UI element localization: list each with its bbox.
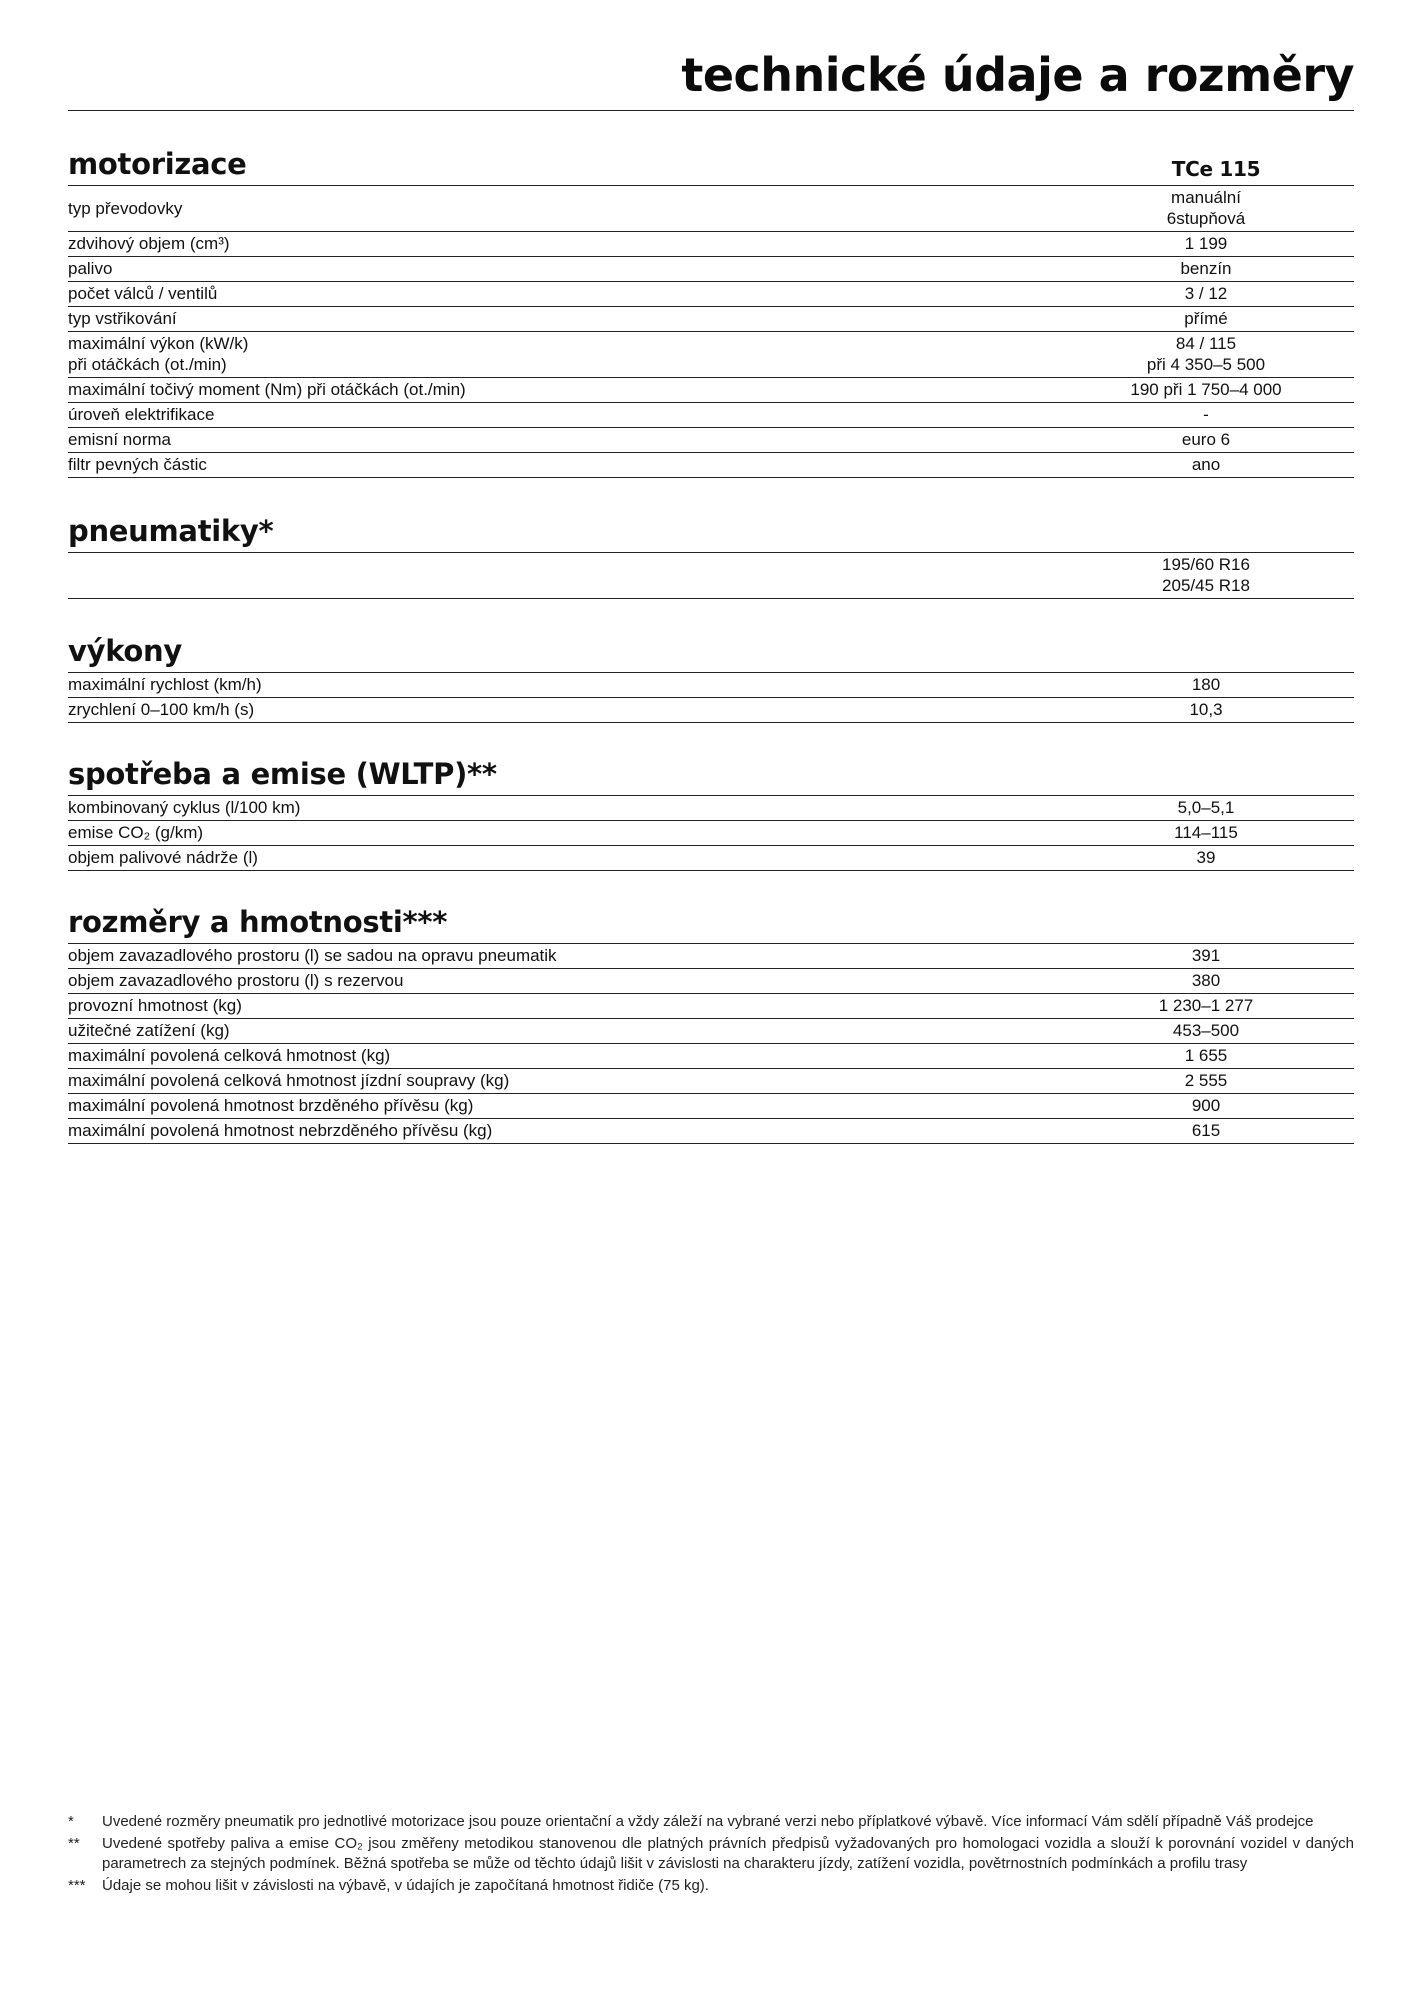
table-row [68,1119,1354,1144]
row-value [1086,429,1326,450]
row-label [68,258,1086,279]
row-label [68,797,1086,818]
row-label [68,379,1086,400]
row-label [68,565,1086,586]
label-line: palivo [68,259,113,278]
section-header [68,632,1354,672]
label-line: typ vstřikování [68,309,177,328]
value-line: 391 [1191,946,1221,965]
value-line: 190 při 1 750–4 000 [1130,380,1282,399]
title-divider [68,110,1354,111]
label-line: maximální rychlost (km/h) [68,675,262,694]
table-row [68,307,1354,332]
row-value [1086,283,1326,304]
table-row [68,796,1354,821]
value-line: 453–500 [1172,1021,1240,1040]
footnote [68,1812,1354,1832]
section-title: výkony [68,634,182,668]
value-line: 2 555 [1184,1071,1228,1090]
spec-table [68,796,1354,871]
row-label [68,454,1086,475]
label-line: kombinovaný cyklus (l/100 km) [68,798,301,817]
row-value [1086,308,1326,329]
footnotes [68,1812,1354,1898]
footnote-text: Uvedené rozměry pneumatik pro jednotlivé motorizace jsou pouze orientační a vždy záleží na vybrané verzi nebo příplatkové výbavě. Více informací Vám sdělí případně Váš prodejce [102,1813,1314,1830]
row-value [1086,945,1326,966]
value-line: euro 6 [1181,430,1231,449]
row-label [68,945,1086,966]
value-line: při 4 350–5 500 [1146,355,1266,374]
table-row [68,453,1354,478]
table-row [68,428,1354,453]
row-value [1086,1120,1326,1141]
footnote-text: Uvedené spotřeby paliva a emise CO₂ jsou změřeny metodikou stanovenou dle platných právních předpisů vyžadovaných pro homologaci vozidla a slouží k porovnání vozidel v daných parametrech za stejných podmínek. Běžná spotřeba se může od těchto údajů lišit v závislosti na charakteru jízdy, zatížení vozidla, povětrnostních podmínkách a profilu trasy [102,1835,1354,1872]
row-label [68,198,1086,219]
row-value [1086,187,1326,229]
section-title: motorizace [68,147,247,181]
table-row [68,257,1354,282]
section-rozmery [68,903,1354,1144]
row-value [1086,822,1326,843]
value-line: 10,3 [1189,700,1223,719]
label-line [68,565,1086,586]
label-line: úroveň elektrifikace [68,405,215,424]
section-header [68,755,1354,795]
row-label [68,674,1086,695]
page-title: technické údaje a rozměry [681,48,1354,102]
row-label [68,283,1086,304]
footnote-text: Údaje se mohou lišit v závislosti na výbavě, v údajích je započítaná hmotnost řidiče (75 kg). [102,1877,709,1894]
table-row [68,1019,1354,1044]
table-row [68,186,1354,232]
row-label [68,699,1086,720]
row-value [1086,379,1326,400]
value-line: - [1203,405,1209,424]
value-line: 1 230–1 277 [1158,996,1254,1015]
label-line: filtr pevných částic [68,455,207,474]
label-line: maximální povolená celková hmotnost (kg) [68,1046,391,1065]
table-row [68,332,1354,378]
value-line: 180 [1191,675,1221,694]
value-line: 114–115 [1174,823,1238,842]
table-row [68,1044,1354,1069]
table-row [68,846,1354,871]
label-line: zdvihový objem (cm³) [68,234,230,253]
footnote-mark: *** [68,1877,86,1894]
row-value [1086,554,1326,596]
section-spotreba [68,755,1354,871]
label-line: emisní norma [68,430,171,449]
row-label [68,333,1086,375]
row-value [1086,847,1326,868]
row-label [68,308,1086,329]
spec-table [68,944,1354,1144]
row-value [1086,258,1326,279]
table-row [68,821,1354,846]
spec-table [68,186,1354,478]
table-row [68,403,1354,428]
label-line: maximální točivý moment (Nm) při otáčkách (ot./min) [68,380,466,399]
section-title: pneumatiky* [68,514,274,548]
spec-table [68,553,1354,599]
row-label [68,995,1086,1016]
column-header-tce-115: TCe 115 [1171,157,1261,181]
row-label [68,1120,1086,1141]
table-row [68,553,1354,599]
label-line: užitečné zatížení (kg) [68,1021,230,1040]
section-pneumatiky [68,512,1354,599]
row-label [68,847,1086,868]
value-line: 195/60 R16 [1162,555,1250,574]
row-value [1086,1095,1326,1116]
row-label [68,404,1086,425]
label-line: maximální povolená hmotnost brzděného přívěsu (kg) [68,1096,474,1115]
table-row [68,969,1354,994]
row-label [68,233,1086,254]
row-value [1086,404,1326,425]
label-line: objem palivové nádrže (l) [68,848,258,867]
label-line: provozní hmotnost (kg) [68,996,242,1015]
row-value [1086,233,1326,254]
table-row [68,1094,1354,1119]
row-value [1086,970,1326,991]
row-label [68,429,1086,450]
value-line: přímé [1184,309,1228,328]
value-line: 380 [1191,971,1221,990]
footnote-mark: ** [68,1835,80,1852]
row-value [1086,995,1326,1016]
label-line: objem zavazadlového prostoru (l) s rezervou [68,971,404,990]
table-row [68,282,1354,307]
table-row [68,378,1354,403]
table-row [68,698,1354,723]
label-line: maximální povolená celková hmotnost jízdní soupravy (kg) [68,1071,510,1090]
value-line: 3 / 12 [1184,284,1228,303]
value-line: ano [1191,455,1221,474]
value-line: 84 / 115 [1175,334,1237,353]
table-row [68,944,1354,969]
row-label [68,970,1086,991]
row-value [1086,454,1326,475]
value-line: 39 [1196,848,1216,867]
footnote [68,1834,1354,1874]
table-row [68,232,1354,257]
section-motorizace [68,145,1354,478]
section-header [68,512,1354,552]
label-line: emise CO₂ (g/km) [68,823,204,842]
row-value [1086,674,1326,695]
value-line: 6stupňová [1166,209,1246,228]
footnote [68,1876,1354,1896]
value-line: 1 655 [1184,1046,1228,1065]
table-row [68,1069,1354,1094]
label-line: typ převodovky [68,198,183,218]
row-label [68,1045,1086,1066]
table-row [68,994,1354,1019]
row-label [68,1095,1086,1116]
label-line: zrychlení 0–100 km/h (s) [68,700,255,719]
label-line: maximální výkon (kW/k) [68,334,249,353]
value-line: 1 199 [1184,234,1228,253]
row-label [68,1020,1086,1041]
row-value [1086,1020,1326,1041]
value-line: 900 [1191,1096,1221,1115]
row-label [68,822,1086,843]
value-line: benzín [1180,259,1232,278]
section-title: spotřeba a emise (WLTP)** [68,757,497,791]
label-line: při otáčkách (ot./min) [68,355,227,374]
label-line: počet válců / ventilů [68,284,218,303]
row-value [1086,1045,1326,1066]
section-title: rozměry a hmotnosti*** [68,905,448,939]
spec-table [68,673,1354,723]
value-line: 615 [1191,1121,1221,1140]
row-value [1086,797,1326,818]
section-header [68,903,1354,943]
row-value [1086,1070,1326,1091]
section-header [68,145,1354,185]
table-row [68,673,1354,698]
label-line: objem zavazadlového prostoru (l) se sadou na opravu pneumatik [68,946,557,965]
value-line: manuální [1171,188,1241,207]
footnote-mark: * [68,1813,74,1830]
row-value [1086,699,1326,720]
value-line: 5,0–5,1 [1177,798,1235,817]
value-line: 205/45 R18 [1162,576,1250,595]
label-line: maximální povolená hmotnost nebrzděného přívěsu (kg) [68,1121,493,1140]
section-vykony [68,632,1354,723]
row-label [68,1070,1086,1091]
row-value [1086,333,1326,375]
